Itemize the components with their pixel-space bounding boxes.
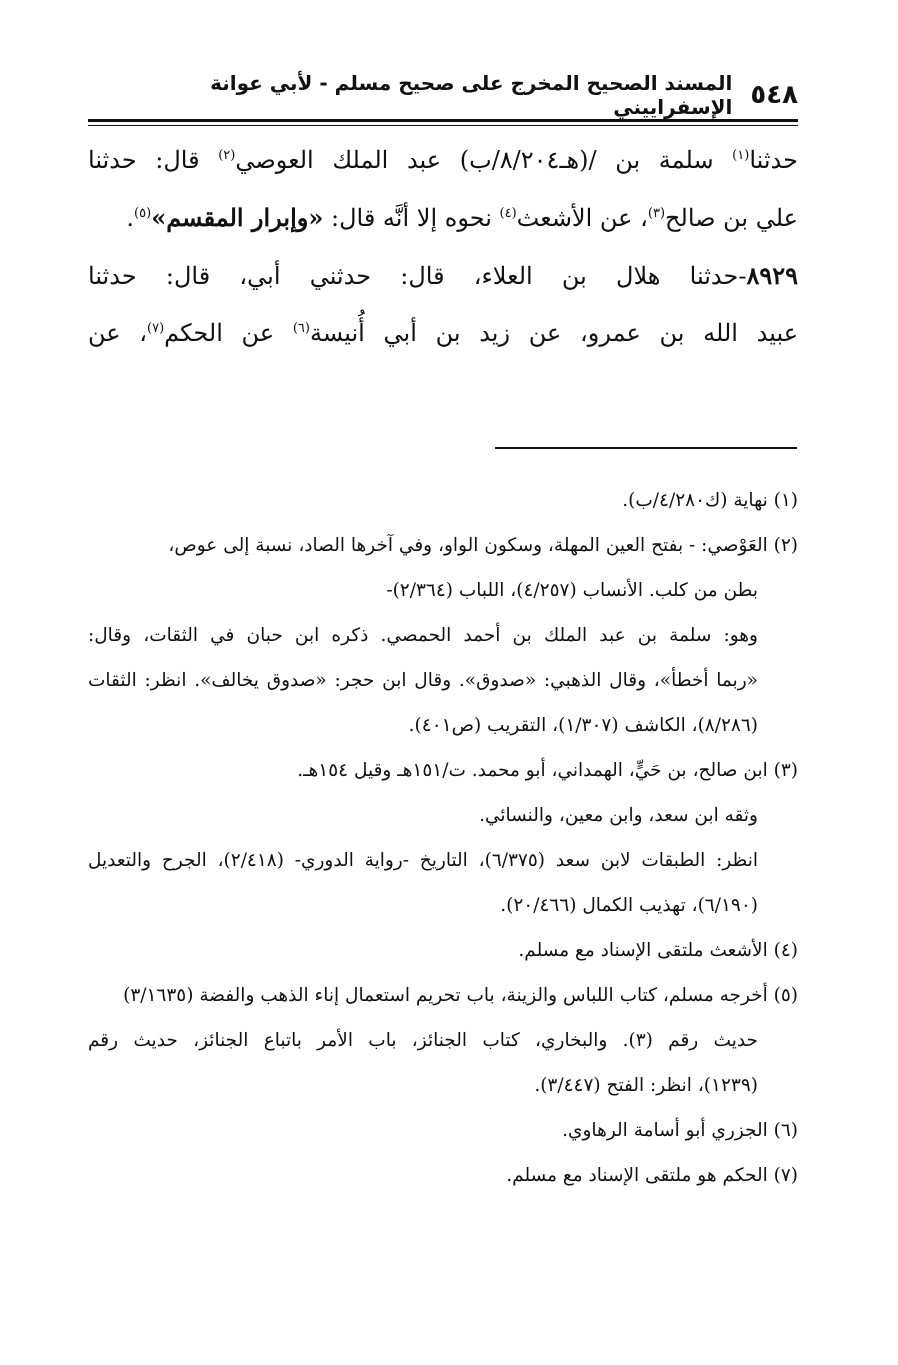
footnote-line: (٦/١٩٠)، تهذيب الكمال (٢٠/٤٦٦). [500, 895, 758, 916]
footnote-marker[interactable]: (٦) [292, 321, 310, 336]
footnote-marker[interactable]: (٣) [647, 206, 666, 221]
footnote-separator [495, 447, 797, 449]
footnote-line: حديث رقم (٣). والبخاري، كتاب الجنائز، باب الأمر باتباع الجنائز، حديث رقم [88, 1030, 758, 1051]
footnote-line: (٤) الأشعث ملتقى الإسناد مع مسلم. [518, 940, 798, 961]
main-line-4: عبيد الله بن عمرو، عن زيد بن أبي أُنيسة$^{(٦)}$ عن الحكم$^{(٧)}$، عن [88, 319, 799, 347]
footnote-line: «ربما أخطأ»، وقال الذهبي: «صدوق». وقال ابن حجر: «صدوق يخالف». انظر: الثقات [88, 670, 758, 691]
running-title: المسند الصحيح المخرج على صحيح مسلم - لأبي عوانة الإسفراييني [210, 71, 733, 119]
footnote-line: (٨/٢٨٦)، الكاشف (١/٣٠٧)، التقريب (ص٤٠١). [408, 715, 758, 736]
quoted-phrase: «وإبرار المقسم» [151, 203, 324, 232]
footnote-marker[interactable]: (٤) [499, 206, 517, 221]
main-line-1: حدثنا$^{(١)}$ سلمة بن /(هـ٨/٢٠٤/ب) عبد الملك العوصي$^{(٢)}$ قال: حدثنا [88, 146, 798, 174]
main-line-3: ٨٩٢٩-حدثنا هلال بن العلاء، قال: حدثني أبي، قال: حدثنا [88, 261, 798, 290]
main-text [88, 132, 798, 362]
footnote-line: (٧) الحكم هو ملتقى الإسناد مع مسلم. [506, 1165, 798, 1186]
footnote-marker[interactable]: (٧) [147, 321, 165, 336]
footnote-line: انظر: الطبقات لابن سعد (٦/٣٧٥)، التاريخ -رواية الدوري- (٢/٤١٨)، الجرح والتعديل [88, 850, 759, 871]
footnote-line: (٣) ابن صالح، بن حَيٍّ، الهمداني، أبو محمد. ت/١٥١هـ وقيل ١٥٤هـ. [297, 760, 798, 781]
footnote-line: (٦) الجزري أبو أسامة الرهاوي. [562, 1120, 798, 1141]
footnote-marker[interactable]: (١) [732, 148, 750, 163]
footnote-line: (٢) العَوْصي: - بفتح العين المهلة، وسكون الواو، وفي آخرها الصاد، نسبة إلى عوص، [168, 535, 798, 556]
footnote-line: (٥) أخرجه مسلم، كتاب اللباس والزينة، باب تحريم استعمال إناء الذهب والفضة (٣/١٦٣٥) [123, 985, 798, 1006]
footnotes [88, 478, 798, 1198]
footnote-line: وهو: سلمة بن عبد الملك بن أحمد الحمصي. ذكره ابن حبان في الثقات، وقال: [88, 625, 758, 646]
footnote-line: بطن من كلب. الأنساب (٤/٢٥٧)، اللباب (٢/٣٦٤)- [386, 580, 758, 601]
footnote-line: (١) نهاية (ك٤/٢٨٠/ب). [622, 490, 798, 511]
running-header [88, 72, 798, 118]
footnote-line: وثقه ابن سعد، وابن معين، والنسائي. [479, 805, 758, 826]
page-number: ٥٤٨ [750, 80, 798, 110]
header-rule-thick [88, 119, 798, 122]
hadith-number: ٨٩٢٩ [746, 261, 798, 290]
header-rule-thin [88, 125, 798, 126]
footnote-marker[interactable]: (٢) [218, 148, 236, 163]
main-line-2: علي بن صالح$^{(٣)}$، عن الأشعث$^{(٤)}$ نحوه إلا أنَّه قال: «وإبرار المقسم»$^{(٥)}$. [126, 203, 798, 232]
footnote-marker[interactable]: (٥) [134, 206, 152, 221]
footnote-line: (١٢٣٩)، انظر: الفتح (٣/٤٤٧). [534, 1075, 758, 1096]
